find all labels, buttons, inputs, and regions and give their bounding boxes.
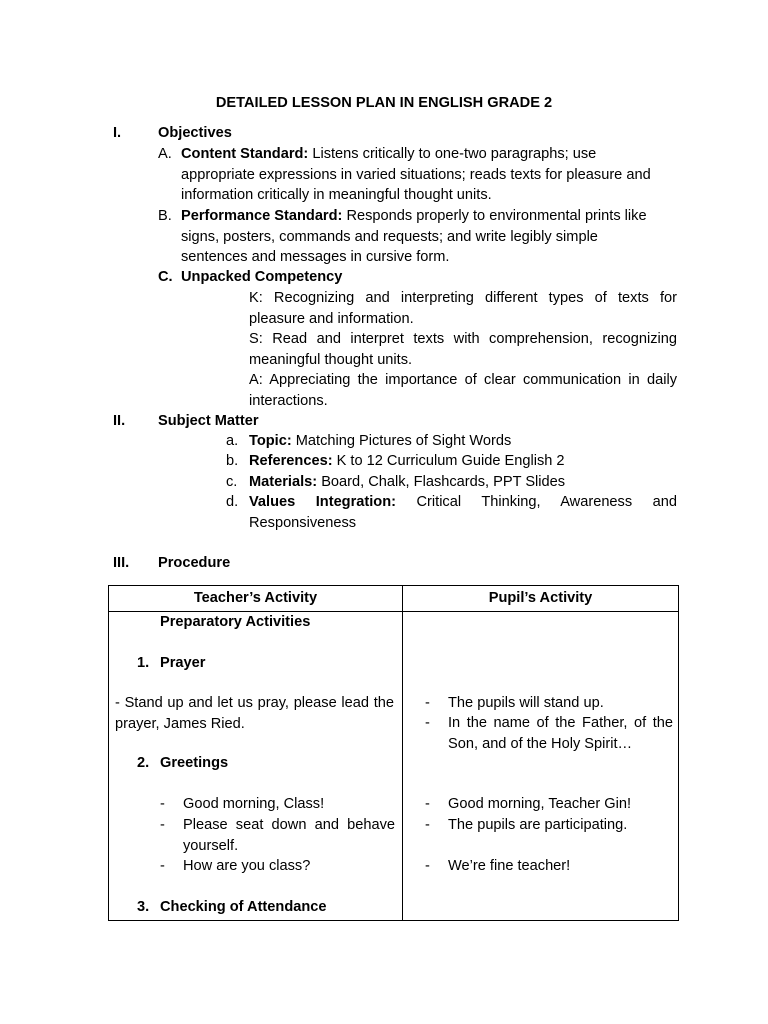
subject-values-integration (249, 492, 677, 533)
teacher-greeting-line: Please seat down and behave yourself. (183, 817, 395, 854)
pupil-prayer-line: In the name of the Father, of the Son, and of the Holy Spirit… (448, 715, 673, 752)
step-number: 1. (137, 655, 150, 671)
section-numeral-procedure: III. (113, 555, 130, 571)
section-numeral-subject-matter: II. (113, 413, 126, 429)
subject-term: Values Integration: (249, 494, 396, 510)
competency-knowledge: K: Recognizing and interpreting different types of texts for pleasure and information. (249, 290, 677, 327)
pupil-greeting-line: The pupils are participating. (448, 817, 628, 833)
column-header-pupil: Pupil’s Activity (403, 586, 679, 612)
subject-value: Board, Chalk, Flashcards, PPT Slides (317, 474, 566, 490)
pupil-greeting-line: We’re fine teacher! (448, 858, 571, 874)
step-number: 2. (137, 755, 150, 771)
subject-value: Critical Thinking, Awareness and Responsiveness (249, 494, 677, 531)
objective-line: information critically in meaningful thought units. (181, 187, 492, 203)
objective-line: sentences and messages in cursive form. (181, 249, 450, 265)
list-dash: - (425, 858, 430, 874)
list-dash: - (425, 695, 430, 711)
section-numeral-objectives: I. (113, 125, 122, 141)
objective-line: Responds properly to environmental prints like (342, 208, 647, 224)
subject-term: Topic: (249, 433, 292, 449)
preparatory-activities-heading: Preparatory Activities (160, 614, 311, 630)
table-row (109, 612, 679, 921)
section-heading-objectives: Objectives (158, 125, 232, 141)
list-dash: - (425, 796, 430, 812)
subject-label-a: a. (226, 433, 239, 449)
document-title: DETAILED LESSON PLAN IN ENGLISH GRADE 2 (215, 95, 553, 111)
objective-term-unpacked-competency: Unpacked Competency (181, 269, 343, 285)
list-dash: - (160, 817, 165, 833)
step-attendance-heading: Checking of Attendance (160, 899, 327, 915)
step-greetings-heading: Greetings (160, 755, 229, 771)
step-prayer-heading: Prayer (160, 655, 206, 671)
subject-materials (249, 472, 677, 493)
subject-topic (249, 431, 677, 452)
subject-references (249, 451, 677, 472)
teacher-prayer-instruction: - Stand up and let us pray, please lead the prayer, James Ried. (115, 695, 394, 732)
objective-label-b: B. (158, 208, 172, 224)
competency-skill: S: Read and interpret texts with comprehension, recognizing meaningful thought units. (249, 331, 677, 368)
subject-term: References: (249, 453, 333, 469)
subject-label-d: d. (226, 494, 239, 510)
subject-value: Matching Pictures of Sight Words (291, 433, 512, 449)
teacher-greeting-line: Good morning, Class! (183, 796, 325, 812)
competency-attitude: A: Appreciating the importance of clear communication in daily interactions. (249, 372, 677, 409)
objective-label-c: C. (158, 269, 173, 285)
step-number: 3. (137, 899, 150, 915)
procedure-table (108, 585, 679, 921)
pupil-prayer-line: The pupils will stand up. (448, 695, 604, 711)
subject-term: Materials: (249, 474, 318, 490)
subject-label-b: b. (226, 453, 239, 469)
list-dash: - (425, 817, 430, 833)
objective-label-a: A. (158, 146, 172, 162)
objective-line: signs, posters, commands and requests; and write legibly simple (181, 228, 598, 245)
teacher-greeting-line: How are you class? (183, 858, 311, 874)
section-heading-subject-matter: Subject Matter (158, 413, 259, 429)
pupil-greeting-line: Good morning, Teacher Gin! (448, 796, 632, 812)
table-header-row (109, 586, 679, 612)
teacher-activity-cell (109, 612, 403, 921)
subject-value: K to 12 Curriculum Guide English 2 (332, 453, 565, 469)
objective-term: Performance Standard: (181, 208, 343, 224)
objective-performance-standard (181, 206, 678, 268)
list-dash: - (160, 858, 165, 874)
column-header-teacher: Teacher’s Activity (109, 586, 403, 612)
objective-term: Content Standard: (181, 146, 309, 162)
objective-line: appropriate expressions in varied situations; reads texts for pleasure and (181, 166, 651, 183)
list-dash: - (160, 796, 165, 812)
subject-label-c: c. (226, 474, 238, 490)
pupil-activity-cell (403, 612, 679, 921)
section-heading-procedure: Procedure (158, 555, 231, 571)
list-dash: - (425, 715, 430, 731)
objective-content-standard (181, 144, 678, 206)
objective-line: Listens critically to one-two paragraphs; use (308, 146, 597, 162)
